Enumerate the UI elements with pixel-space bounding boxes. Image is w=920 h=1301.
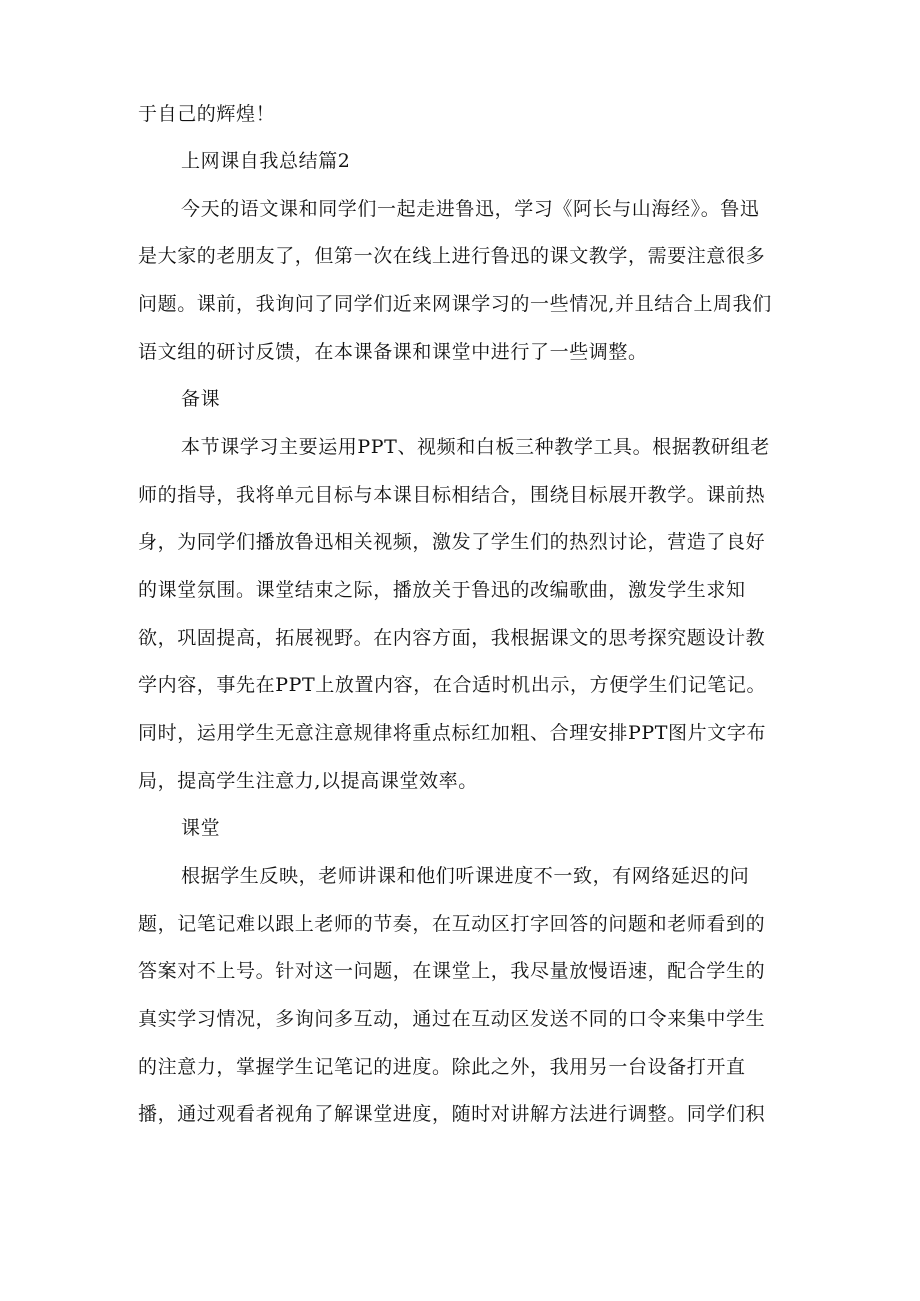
subheading-beike: 备课 <box>181 388 221 410</box>
paragraph-3-line-6: 播，通过观看者视角了解课堂进度，随时对讲解方法进行调整。同学们积 <box>138 1103 766 1125</box>
paragraph-1-line-4: 语文组的研讨反馈，在本课备课和课堂中进行了一些调整。 <box>138 341 648 363</box>
section-title-2: 上网课自我总结篇2 <box>181 150 351 172</box>
paragraph-2-line-4: 的课堂氛围。课堂结束之际，播放关于鲁迅的改编歌曲，激发学生求知 <box>138 579 746 601</box>
paragraph-3-line-2: 题，记笔记难以跟上老师的节奏，在互动区打字回答的问题和老师看到的 <box>138 913 766 935</box>
paragraph-1-line-3: 问题。课前，我询问了同学们近来网课学习的一些情况,并且结合上周我们 <box>138 293 772 315</box>
text-line-1: 于自己的辉煌！ <box>138 103 276 125</box>
paragraph-2-line-1: 本节课学习主要运用PPT、视频和白板三种教学工具。根据教研组老 <box>181 436 770 458</box>
paragraph-1-line-1: 今天的语文课和同学们一起走进鲁迅，学习《阿长与山海经》。鲁迅 <box>181 198 760 220</box>
paragraph-3-line-1: 根据学生反映，老师讲课和他们听课进度不一致，有网络延迟的问 <box>181 865 750 887</box>
paragraph-2-line-6: 学内容，事先在PPT上放置内容，在合适时机出示，方便学生们记笔记。 <box>138 674 767 696</box>
subheading-ketang: 课堂 <box>181 817 221 839</box>
paragraph-2-line-5: 欲，巩固提高，拓展视野。在内容方面，我根据课文的思考探究题设计教 <box>138 627 766 649</box>
paragraph-2-line-3: 身，为同学们播放鲁迅相关视频，激发了学生们的热烈讨论，营造了良好 <box>138 531 766 553</box>
paragraph-2-line-2: 师的指导，我将单元目标与本课目标相结合，围绕目标展开教学。课前热 <box>138 484 766 506</box>
paragraph-2-line-7: 同时，运用学生无意注意规律将重点标红加粗、合理安排PPT图片文字布 <box>138 722 767 744</box>
paragraph-1-line-2: 是大家的老朋友了，但第一次在线上进行鲁迅的课文教学，需要注意很多 <box>138 245 766 267</box>
paragraph-2-line-8: 局，提高学生注意力,以提高课堂效率。 <box>138 770 478 792</box>
paragraph-3-line-4: 真实学习情况，多询问多互动，通过在互动区发送不同的口令来集中学生 <box>138 1008 766 1030</box>
paragraph-3-line-3: 答案对不上号。针对这一问题，在课堂上，我尽量放慢语速，配合学生的 <box>138 960 766 982</box>
paragraph-3-line-5: 的注意力，掌握学生记笔记的进度。除此之外，我用另一台设备打开直 <box>138 1056 746 1078</box>
